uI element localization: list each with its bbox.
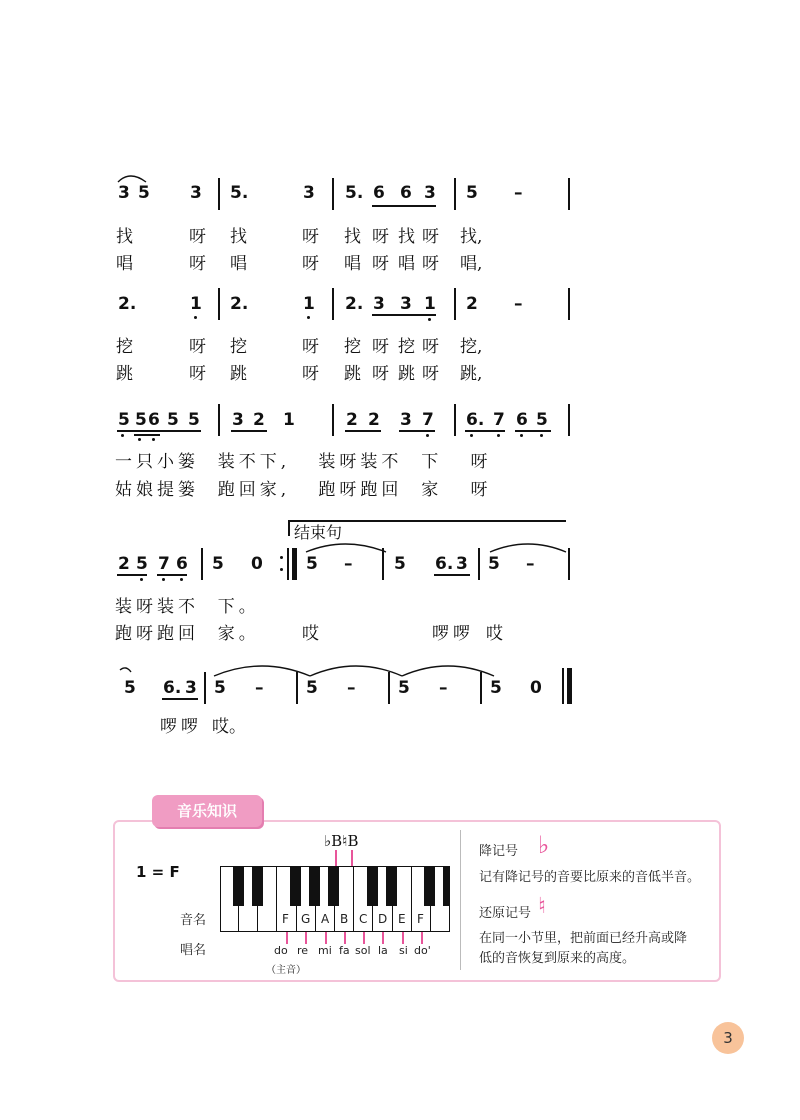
lyric: 找 bbox=[344, 227, 361, 247]
lyric: 呀 bbox=[372, 227, 389, 247]
tie bbox=[306, 544, 386, 552]
accidental-label: ♭B♮B bbox=[324, 832, 359, 850]
divider bbox=[460, 830, 461, 970]
note: 2. bbox=[345, 294, 364, 314]
natural-title: 还原记号 bbox=[479, 906, 532, 921]
lyric: 找, bbox=[460, 227, 483, 247]
lyric: 呀 bbox=[302, 337, 319, 357]
note: 3 bbox=[400, 294, 412, 314]
note-name: E bbox=[398, 912, 406, 926]
lyric: 跳 bbox=[344, 364, 361, 384]
lyric: 哎。 bbox=[212, 717, 246, 737]
lyric-line: 跑呀跑回 家。 bbox=[115, 624, 260, 644]
lyric: 唱, bbox=[460, 254, 483, 274]
note: – bbox=[255, 678, 264, 698]
piano-keyboard bbox=[220, 866, 450, 932]
lyric: 跳 bbox=[398, 364, 415, 384]
note: 1 bbox=[190, 294, 202, 314]
lyric: 唱 bbox=[230, 254, 247, 274]
note-name: A bbox=[321, 912, 330, 926]
note: 3 bbox=[400, 410, 412, 430]
lyric: 呀 bbox=[189, 337, 206, 357]
note: 6 bbox=[176, 554, 188, 574]
note: – bbox=[347, 678, 356, 698]
lyric: 呀 bbox=[189, 227, 206, 247]
lyric-line: 装呀装不 下。 bbox=[115, 597, 260, 617]
tie bbox=[310, 666, 402, 676]
note: 6. bbox=[163, 678, 182, 698]
note: – bbox=[514, 183, 523, 203]
lyric: 哎 bbox=[302, 624, 319, 644]
note: 6. bbox=[435, 554, 454, 574]
solfege: si bbox=[399, 944, 408, 957]
solfege: re bbox=[297, 944, 309, 957]
lyric: 呀 bbox=[189, 364, 206, 384]
solfege: fa bbox=[339, 944, 350, 957]
lyric: 跳 bbox=[116, 364, 133, 384]
lyric: 挖 bbox=[116, 337, 133, 357]
lyric: 呀 bbox=[372, 254, 389, 274]
solfege-label: 唱名 bbox=[180, 943, 207, 958]
note: 5 bbox=[167, 410, 179, 430]
note: 6 bbox=[148, 410, 160, 430]
note: 2 bbox=[118, 554, 130, 574]
note: 5 bbox=[118, 410, 130, 430]
note: 5 bbox=[136, 554, 148, 574]
note: 7 bbox=[493, 410, 505, 430]
tie bbox=[214, 666, 310, 676]
note: – bbox=[514, 294, 523, 314]
flat-description: 记有降记号的音要比原来的音低半音。 bbox=[479, 870, 701, 885]
lyric: 找 bbox=[116, 227, 133, 247]
lyric: 跳 bbox=[230, 364, 247, 384]
note: 2 bbox=[346, 410, 358, 430]
note: 1 bbox=[424, 294, 436, 314]
lyric: 呀 bbox=[422, 337, 439, 357]
note: 0 bbox=[530, 678, 542, 698]
note: 5. bbox=[345, 183, 364, 203]
note: 1 bbox=[303, 294, 315, 314]
note: 5 bbox=[188, 410, 200, 430]
note: 7 bbox=[422, 410, 434, 430]
key-signature: 1 = F bbox=[136, 863, 180, 881]
tie-end bbox=[120, 668, 131, 672]
note: 5 bbox=[212, 554, 224, 574]
lyric: 挖 bbox=[344, 337, 361, 357]
note: 3 bbox=[232, 410, 244, 430]
note: 2. bbox=[230, 294, 249, 314]
note: 5 bbox=[306, 678, 318, 698]
note: 6 bbox=[516, 410, 528, 430]
lyric: 挖 bbox=[398, 337, 415, 357]
note: 6 bbox=[373, 183, 385, 203]
note: 3 bbox=[185, 678, 197, 698]
solfege: sol bbox=[355, 944, 371, 957]
note: – bbox=[344, 554, 353, 574]
note: 5 bbox=[536, 410, 548, 430]
flat-icon: ♭ bbox=[538, 831, 550, 859]
note-name: F bbox=[417, 912, 424, 926]
note: 3 bbox=[118, 183, 130, 203]
lyric: 呀 bbox=[189, 254, 206, 274]
solfege: mi bbox=[318, 944, 332, 957]
lyric: 唱 bbox=[398, 254, 415, 274]
note: 5 bbox=[214, 678, 226, 698]
lyric: 唱 bbox=[116, 254, 133, 274]
note: 2 bbox=[466, 294, 478, 314]
note-names-label: 音名 bbox=[180, 913, 207, 928]
lyric: 呀 bbox=[372, 364, 389, 384]
note: 5 bbox=[466, 183, 478, 203]
solfege: do' bbox=[414, 944, 431, 957]
lyric: 呀 bbox=[302, 254, 319, 274]
note: 5 bbox=[135, 410, 147, 430]
tie bbox=[402, 666, 494, 676]
note: 3 bbox=[190, 183, 202, 203]
lyric: 呀 bbox=[302, 227, 319, 247]
lyric: 呀 bbox=[302, 364, 319, 384]
solfege: do bbox=[274, 944, 288, 957]
lyric: 挖 bbox=[230, 337, 247, 357]
lyric: 呀 bbox=[422, 364, 439, 384]
note-name: D bbox=[378, 912, 388, 926]
music-knowledge-tab: 音乐知识 bbox=[152, 795, 262, 827]
ending-label: 结束句 bbox=[294, 523, 343, 542]
pointer-line bbox=[351, 850, 353, 866]
note: – bbox=[439, 678, 448, 698]
lyric: 啰啰 bbox=[432, 624, 474, 644]
lyric: 呀 bbox=[422, 254, 439, 274]
note: 2 bbox=[368, 410, 380, 430]
note: 5. bbox=[230, 183, 249, 203]
note: 1 bbox=[283, 410, 295, 430]
note: 6. bbox=[466, 410, 485, 430]
lyric: 找 bbox=[230, 227, 247, 247]
note: 3 bbox=[373, 294, 385, 314]
note-name: B bbox=[340, 912, 349, 926]
note: 3 bbox=[456, 554, 468, 574]
lyric-line: 姑娘提篓 跑回家, 跑呀跑回 家 呀 bbox=[115, 480, 492, 500]
lyric: 找 bbox=[398, 227, 415, 247]
note: 3 bbox=[303, 183, 315, 203]
note: 6 bbox=[400, 183, 412, 203]
pointer-line bbox=[335, 850, 337, 866]
note-name: G bbox=[301, 912, 311, 926]
lyric: 唱 bbox=[344, 254, 361, 274]
lyric: 啰啰 bbox=[160, 717, 202, 737]
tie bbox=[490, 544, 566, 552]
note: 5 bbox=[124, 678, 136, 698]
slur bbox=[118, 176, 146, 182]
note: 5 bbox=[306, 554, 318, 574]
note: 0 bbox=[251, 554, 263, 574]
note-name: C bbox=[359, 912, 368, 926]
page-number: 3 bbox=[712, 1022, 744, 1054]
note: 3 bbox=[424, 183, 436, 203]
note: 2. bbox=[118, 294, 137, 314]
lyric: 哎 bbox=[486, 624, 503, 644]
solfege: la bbox=[378, 944, 388, 957]
natural-icon: ♮ bbox=[538, 894, 546, 919]
note: 5 bbox=[488, 554, 500, 574]
note: 5 bbox=[490, 678, 502, 698]
flat-title: 降记号 bbox=[479, 844, 519, 859]
lyric: 挖, bbox=[460, 337, 483, 357]
note: 5 bbox=[398, 678, 410, 698]
note: 5 bbox=[138, 183, 150, 203]
lyric: 跳, bbox=[460, 364, 483, 384]
tonic-note: （主音） bbox=[266, 965, 306, 976]
natural-description: 低的音恢复到原来的高度。 bbox=[479, 951, 636, 966]
natural-description: 在同一小节里，把前面已经升高或降 bbox=[479, 931, 688, 946]
note: 5 bbox=[394, 554, 406, 574]
note: 7 bbox=[158, 554, 170, 574]
note: 2 bbox=[253, 410, 265, 430]
note-name: F bbox=[282, 912, 289, 926]
lyric-line: 一只小篓 装不下, 装呀装不 下 呀 bbox=[115, 452, 492, 472]
lyric: 呀 bbox=[372, 337, 389, 357]
note: – bbox=[526, 554, 535, 574]
lyric: 呀 bbox=[422, 227, 439, 247]
